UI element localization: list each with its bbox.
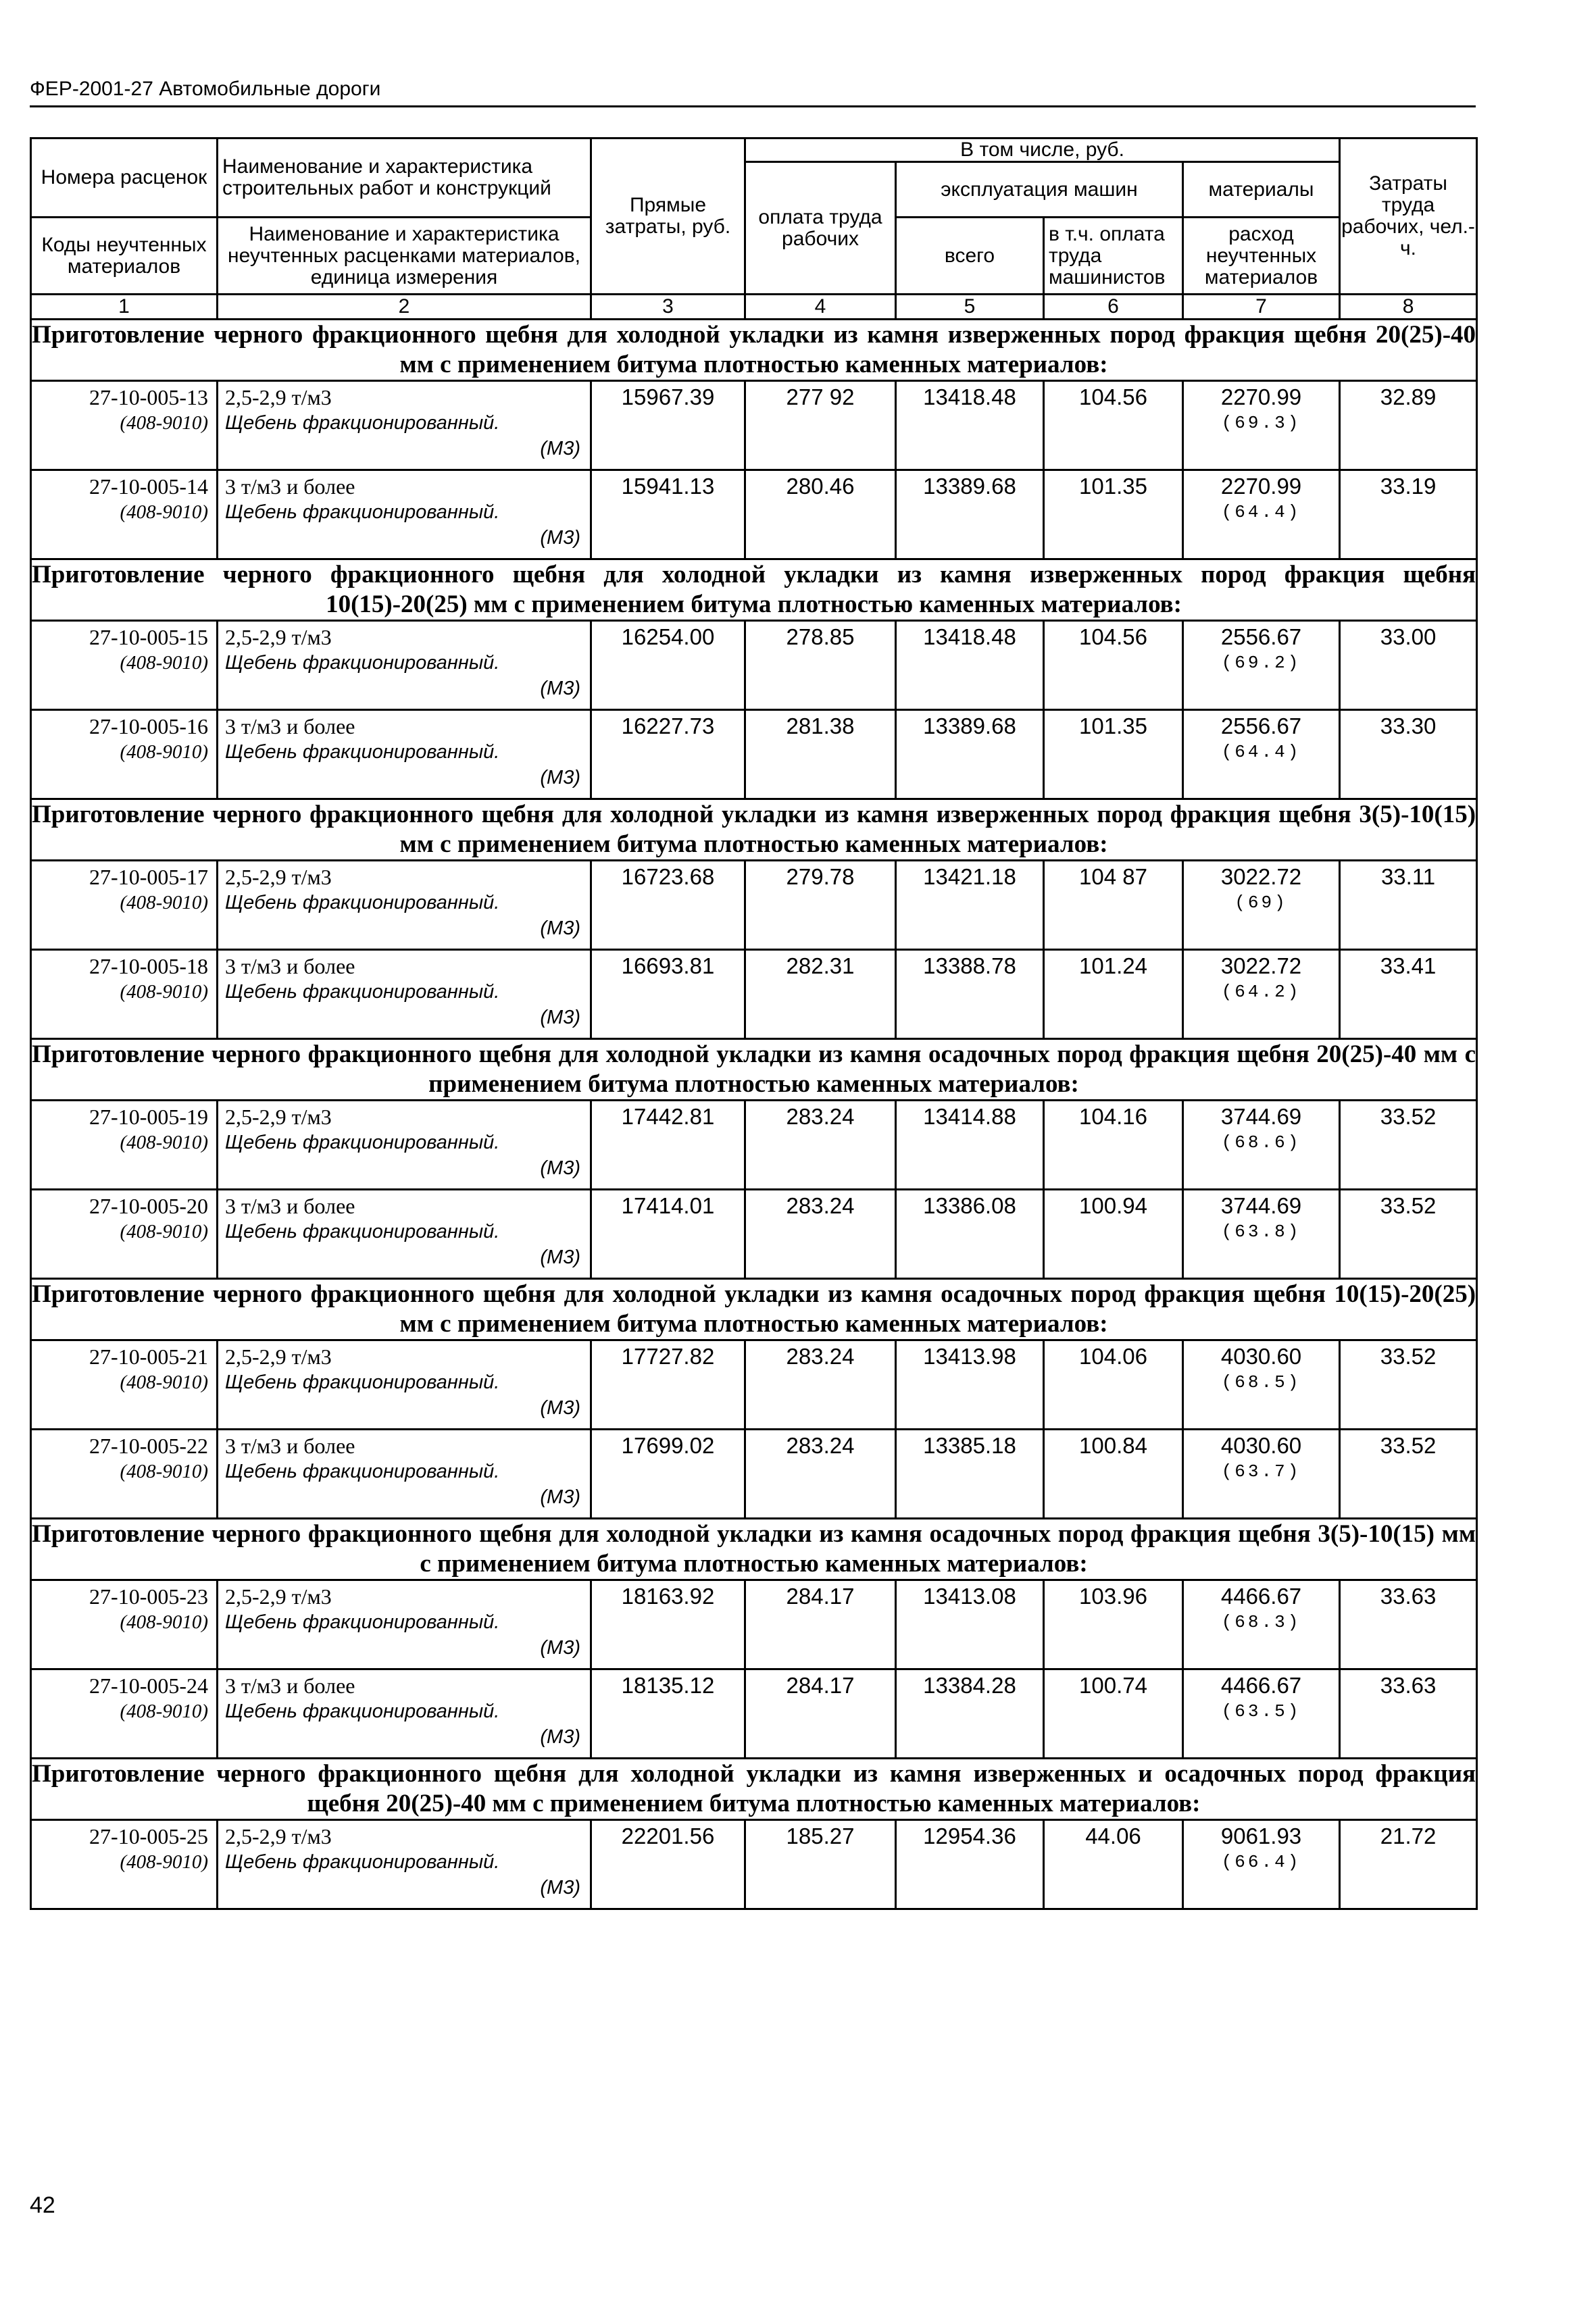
- materials-cell: [1183, 1190, 1340, 1279]
- labor-hours: 33.41: [1340, 950, 1477, 1039]
- header-including: В том числе, руб.: [745, 139, 1340, 162]
- rate-code-cell: [31, 470, 218, 559]
- labor-hours: 33.52: [1340, 1190, 1477, 1279]
- direct-costs: 16693.81: [591, 950, 745, 1039]
- machines-total: 13413.08: [896, 1580, 1044, 1669]
- materials-cost: 3022.72: [1220, 864, 1302, 889]
- rate-code: 27-10-005-14: [89, 474, 208, 499]
- material-quantity: (64.2): [1221, 982, 1301, 1002]
- table-row: [31, 861, 1477, 950]
- labor-hours: 33.00: [1340, 621, 1477, 710]
- direct-costs: 17727.82: [591, 1340, 745, 1430]
- work-name-cell: [218, 621, 591, 710]
- operators-pay: 104.56: [1044, 621, 1183, 710]
- section-title: [31, 1279, 1477, 1340]
- page-number: 42: [30, 2192, 55, 2218]
- header-machines-total: всего: [896, 218, 1044, 295]
- material-name: Щебень фракционированный.: [225, 1461, 500, 1482]
- direct-costs: 17414.01: [591, 1190, 745, 1279]
- materials-cost: 4466.67: [1220, 1584, 1302, 1609]
- section-title-text: Приготовление черного фракционного щебня для холодной укладки из камня изверженных пород фракция щебня 10(15)-20(25) мм с применением битума плотностью каменных материалов:: [32, 561, 1476, 618]
- section-title: [31, 1519, 1477, 1580]
- work-name: 3 т/м3 и более: [225, 1674, 355, 1698]
- work-name: 3 т/м3 и более: [225, 714, 355, 738]
- section-title-text: Приготовление черного фракционного щебня для холодной укладки из камня осадочных пород фракция щебня 20(25)-40 мм с применением битума плотностью каменных материалов:: [32, 1040, 1476, 1098]
- page-header: ФЕР-2001-27 Автомобильные дороги: [30, 73, 1476, 107]
- rate-code: 27-10-005-18: [89, 954, 208, 978]
- work-name: 2,5-2,9 т/м3: [225, 1105, 332, 1129]
- rate-code-cell: [31, 1820, 218, 1909]
- rate-code: 27-10-005-22: [89, 1434, 208, 1458]
- direct-costs: 15967.39: [591, 381, 745, 470]
- work-name: 2,5-2,9 т/м3: [225, 1824, 332, 1848]
- header-work-name: Наименование и характеристика строительных работ и конструкций: [218, 139, 591, 218]
- materials-cost: 2556.67: [1220, 624, 1302, 649]
- section-header-row: [31, 1519, 1477, 1580]
- section-header-row: [31, 1279, 1477, 1340]
- operators-pay: 100.94: [1044, 1190, 1183, 1279]
- material-quantity: (68.5): [1221, 1372, 1301, 1392]
- column-number: 2: [218, 295, 591, 320]
- work-name: 3 т/м3 и более: [225, 474, 355, 499]
- header-labor-pay: оплата труда рабочих: [745, 162, 896, 295]
- column-number: 3: [591, 295, 745, 320]
- operators-pay: 104.56: [1044, 381, 1183, 470]
- machines-total: 13414.88: [896, 1101, 1044, 1190]
- labor-hours: 33.52: [1340, 1340, 1477, 1430]
- table-body: [31, 320, 1477, 1909]
- direct-costs: 22201.56: [591, 1820, 745, 1909]
- section-title-text: Приготовление черного фракционного щебня для холодной укладки из камня изверженных пород фракция щебня 3(5)-10(15) мм с применением битума плотностью каменных материалов:: [32, 801, 1476, 858]
- labor-pay: 283.24: [745, 1340, 896, 1430]
- rate-code: 27-10-005-13: [89, 385, 208, 409]
- material-unit: (М3): [540, 678, 580, 699]
- labor-pay: 281.38: [745, 710, 896, 799]
- work-name-cell: [218, 1101, 591, 1190]
- labor-pay: 279.78: [745, 861, 896, 950]
- material-code: (408-9010): [120, 1701, 208, 1722]
- machines-total: 13388.78: [896, 950, 1044, 1039]
- work-name-cell: [218, 1820, 591, 1909]
- labor-hours: 33.19: [1340, 470, 1477, 559]
- labor-hours: 32.89: [1340, 381, 1477, 470]
- materials-cell: [1183, 1430, 1340, 1519]
- material-unit: (М3): [540, 1486, 580, 1508]
- operators-pay: 44.06: [1044, 1820, 1183, 1909]
- material-quantity: (63.7): [1221, 1461, 1301, 1482]
- material-quantity: (66.4): [1221, 1852, 1301, 1872]
- machines-total: 13385.18: [896, 1430, 1044, 1519]
- column-number: 1: [31, 295, 218, 320]
- material-name: Щебень фракционированный.: [225, 1701, 500, 1722]
- material-code: (408-9010): [120, 1461, 208, 1482]
- materials-cost: 4030.60: [1220, 1344, 1302, 1369]
- machines-total: 13386.08: [896, 1190, 1044, 1279]
- material-code: (408-9010): [120, 741, 208, 763]
- material-unit: (М3): [540, 767, 580, 788]
- work-name: 3 т/м3 и более: [225, 954, 355, 978]
- table-row: [31, 1190, 1477, 1279]
- material-unit: (М3): [540, 917, 580, 939]
- rate-code: 27-10-005-23: [89, 1584, 208, 1609]
- materials-cell: [1183, 861, 1340, 950]
- materials-cost: 9061.93: [1220, 1823, 1302, 1848]
- materials-cell: [1183, 621, 1340, 710]
- labor-hours: 33.63: [1340, 1580, 1477, 1669]
- rate-code: 27-10-005-24: [89, 1674, 208, 1698]
- materials-cost: 4466.67: [1220, 1673, 1302, 1698]
- material-name: Щебень фракционированный.: [225, 1221, 500, 1242]
- rate-code: 27-10-005-15: [89, 625, 208, 649]
- header-labor-hours: Затраты труда рабочих, чел.-ч.: [1340, 139, 1477, 295]
- section-header-row: [31, 1039, 1477, 1101]
- column-number: 7: [1183, 295, 1340, 320]
- rates-table: [30, 137, 1478, 1910]
- material-code: (408-9010): [120, 981, 208, 1003]
- operators-pay: 104.16: [1044, 1101, 1183, 1190]
- materials-cost: 2270.99: [1220, 384, 1302, 409]
- rate-code-cell: [31, 861, 218, 950]
- rate-code-cell: [31, 381, 218, 470]
- column-number: 8: [1340, 295, 1477, 320]
- operators-pay: 100.84: [1044, 1430, 1183, 1519]
- material-unit: (М3): [540, 1157, 580, 1179]
- labor-pay: 284.17: [745, 1669, 896, 1759]
- section-title: [31, 1039, 1477, 1101]
- material-code: (408-9010): [120, 652, 208, 674]
- materials-cell: [1183, 1101, 1340, 1190]
- direct-costs: 16723.68: [591, 861, 745, 950]
- materials-cell: [1183, 1340, 1340, 1430]
- rate-code-cell: [31, 950, 218, 1039]
- material-name: Щебень фракционированный.: [225, 1851, 500, 1873]
- table-header: [31, 139, 1477, 320]
- section-header-row: [31, 320, 1477, 381]
- material-unit: (М3): [540, 1726, 580, 1748]
- materials-cell: [1183, 710, 1340, 799]
- labor-pay: 278.85: [745, 621, 896, 710]
- materials-cost: 2556.67: [1220, 713, 1302, 738]
- section-title: [31, 799, 1477, 861]
- work-name: 2,5-2,9 т/м3: [225, 865, 332, 889]
- work-name: 3 т/м3 и более: [225, 1194, 355, 1218]
- work-name-cell: [218, 1340, 591, 1430]
- material-quantity: (64.4): [1221, 502, 1301, 522]
- table-row: [31, 950, 1477, 1039]
- header-rate-numbers: Номера расценок: [31, 139, 218, 218]
- table-row: [31, 1669, 1477, 1759]
- labor-hours: 33.63: [1340, 1669, 1477, 1759]
- material-unit: (М3): [540, 1397, 580, 1419]
- header-material-name: Наименование и характеристика неучтенных расценками материалов, единица измерения: [218, 218, 591, 295]
- rate-code-cell: [31, 1340, 218, 1430]
- section-title: [31, 559, 1477, 621]
- material-quantity: (63.8): [1221, 1222, 1301, 1242]
- section-title-text: Приготовление черного фракционного щебня для холодной укладки из камня осадочных пород фракция щебня 3(5)-10(15) мм с применением битума плотностью каменных материалов:: [32, 1520, 1476, 1578]
- material-code: (408-9010): [120, 501, 208, 523]
- section-header-row: [31, 1759, 1477, 1820]
- work-name: 3 т/м3 и более: [225, 1434, 355, 1458]
- operators-pay: 100.74: [1044, 1669, 1183, 1759]
- direct-costs: 16227.73: [591, 710, 745, 799]
- machines-total: 13413.98: [896, 1340, 1044, 1430]
- header-operators-pay: в т.ч. оплата труда машинистов: [1044, 218, 1183, 295]
- labor-pay: 284.17: [745, 1580, 896, 1669]
- header-direct-costs: Прямые затраты, руб.: [591, 139, 745, 295]
- material-quantity: (69.2): [1221, 653, 1301, 673]
- material-code: (408-9010): [120, 892, 208, 913]
- rate-code: 27-10-005-21: [89, 1344, 208, 1369]
- work-name: 2,5-2,9 т/м3: [225, 1584, 332, 1609]
- machines-total: 13418.48: [896, 621, 1044, 710]
- table-row: [31, 1101, 1477, 1190]
- material-code: (408-9010): [120, 1611, 208, 1633]
- rate-code: 27-10-005-17: [89, 865, 208, 889]
- material-name: Щебень фракционированный.: [225, 1132, 500, 1153]
- rate-code-cell: [31, 1580, 218, 1669]
- material-name: Щебень фракционированный.: [225, 501, 500, 523]
- work-name: 2,5-2,9 т/м3: [225, 1344, 332, 1369]
- material-quantity: (64.4): [1221, 742, 1301, 762]
- table-row: [31, 381, 1477, 470]
- work-name-cell: [218, 1190, 591, 1279]
- work-name-cell: [218, 710, 591, 799]
- material-code: (408-9010): [120, 1221, 208, 1242]
- header-materials: материалы: [1183, 162, 1340, 218]
- direct-costs: 18135.12: [591, 1669, 745, 1759]
- labor-hours: 33.11: [1340, 861, 1477, 950]
- material-unit: (М3): [540, 1247, 580, 1268]
- material-quantity: (69): [1235, 892, 1288, 913]
- labor-pay: 283.24: [745, 1430, 896, 1519]
- material-name: Щебень фракционированный.: [225, 981, 500, 1003]
- work-name: 2,5-2,9 т/м3: [225, 385, 332, 409]
- machines-total: 13421.18: [896, 861, 1044, 950]
- section-title: [31, 1759, 1477, 1820]
- work-name-cell: [218, 1430, 591, 1519]
- labor-pay: 277 92: [745, 381, 896, 470]
- column-number: 5: [896, 295, 1044, 320]
- material-unit: (М3): [540, 1877, 580, 1898]
- machines-total: 13389.68: [896, 710, 1044, 799]
- labor-pay: 282.31: [745, 950, 896, 1039]
- operators-pay: 101.35: [1044, 470, 1183, 559]
- section-header-row: [31, 559, 1477, 621]
- machines-total: 13418.48: [896, 381, 1044, 470]
- column-number: 6: [1044, 295, 1183, 320]
- work-name-cell: [218, 950, 591, 1039]
- operators-pay: 104.06: [1044, 1340, 1183, 1430]
- direct-costs: 15941.13: [591, 470, 745, 559]
- machines-total: 12954.36: [896, 1820, 1044, 1909]
- material-quantity: (68.3): [1221, 1612, 1301, 1632]
- operators-pay: 103.96: [1044, 1580, 1183, 1669]
- labor-pay: 283.24: [745, 1190, 896, 1279]
- material-name: Щебень фракционированный.: [225, 892, 500, 913]
- table-row: [31, 1430, 1477, 1519]
- rate-code: 27-10-005-19: [89, 1105, 208, 1129]
- machines-total: 13384.28: [896, 1669, 1044, 1759]
- materials-cost: 2270.99: [1220, 474, 1302, 499]
- rate-code-cell: [31, 1669, 218, 1759]
- direct-costs: 17442.81: [591, 1101, 745, 1190]
- rate-code-cell: [31, 710, 218, 799]
- material-unit: (М3): [540, 527, 580, 549]
- material-code: (408-9010): [120, 1132, 208, 1153]
- table-row: [31, 710, 1477, 799]
- materials-cost: 3022.72: [1220, 953, 1302, 978]
- material-quantity: (68.6): [1221, 1132, 1301, 1153]
- header-material-codes: Коды неучтенных материалов: [31, 218, 218, 295]
- labor-hours: 33.30: [1340, 710, 1477, 799]
- materials-cost: 3744.69: [1220, 1193, 1302, 1218]
- table-row: [31, 621, 1477, 710]
- table-row: [31, 1580, 1477, 1669]
- section-title: [31, 320, 1477, 381]
- materials-cell: [1183, 950, 1340, 1039]
- labor-pay: 280.46: [745, 470, 896, 559]
- material-name: Щебень фракционированный.: [225, 741, 500, 763]
- column-numbers-row: [31, 295, 1477, 320]
- table-row: [31, 1340, 1477, 1430]
- material-code: (408-9010): [120, 1372, 208, 1393]
- machines-total: 13389.68: [896, 470, 1044, 559]
- direct-costs: 16254.00: [591, 621, 745, 710]
- materials-cell: [1183, 1820, 1340, 1909]
- rate-code-cell: [31, 621, 218, 710]
- materials-cost: 4030.60: [1220, 1433, 1302, 1458]
- work-name-cell: [218, 861, 591, 950]
- material-unit: (М3): [540, 1637, 580, 1659]
- work-name-cell: [218, 1580, 591, 1669]
- section-title-text: Приготовление черного фракционного щебня для холодной укладки из камня изверженных и осадочных пород фракция щебня 20(25)-40 мм с применением битума плотностью каменных материалов:: [32, 1760, 1476, 1817]
- material-unit: (М3): [540, 1007, 580, 1028]
- rate-code: 27-10-005-16: [89, 714, 208, 738]
- material-name: Щебень фракционированный.: [225, 412, 500, 434]
- material-code: (408-9010): [120, 1851, 208, 1873]
- labor-pay: 185.27: [745, 1820, 896, 1909]
- material-quantity: (63.5): [1221, 1701, 1301, 1721]
- rate-code: 27-10-005-25: [89, 1824, 208, 1848]
- labor-hours: 21.72: [1340, 1820, 1477, 1909]
- materials-cell: [1183, 470, 1340, 559]
- labor-hours: 33.52: [1340, 1430, 1477, 1519]
- work-name-cell: [218, 381, 591, 470]
- rate-code: 27-10-005-20: [89, 1194, 208, 1218]
- material-name: Щебень фракционированный.: [225, 652, 500, 674]
- labor-hours: 33.52: [1340, 1101, 1477, 1190]
- rate-code-cell: [31, 1430, 218, 1519]
- table-row: [31, 470, 1477, 559]
- material-name: Щебень фракционированный.: [225, 1372, 500, 1393]
- rate-code-cell: [31, 1190, 218, 1279]
- materials-cell: [1183, 1580, 1340, 1669]
- section-title-text: Приготовление черного фракционного щебня для холодной укладки из камня изверженных пород фракция щебня 20(25)-40 мм с применением битума плотностью каменных материалов:: [32, 321, 1476, 378]
- rate-code-cell: [31, 1101, 218, 1190]
- work-name-cell: [218, 1669, 591, 1759]
- table-row: [31, 1820, 1477, 1909]
- materials-cell: [1183, 381, 1340, 470]
- direct-costs: 18163.92: [591, 1580, 745, 1669]
- operators-pay: 101.35: [1044, 710, 1183, 799]
- operators-pay: 101.24: [1044, 950, 1183, 1039]
- section-header-row: [31, 799, 1477, 861]
- material-code: (408-9010): [120, 412, 208, 434]
- material-name: Щебень фракционированный.: [225, 1611, 500, 1633]
- column-number: 4: [745, 295, 896, 320]
- materials-cost: 3744.69: [1220, 1104, 1302, 1129]
- header-machines: эксплуатация машин: [896, 162, 1183, 218]
- header-material-consumption: расход неучтенных материалов: [1183, 218, 1340, 295]
- material-quantity: (69.3): [1221, 413, 1301, 433]
- labor-pay: 283.24: [745, 1101, 896, 1190]
- material-unit: (М3): [540, 438, 580, 459]
- section-title-text: Приготовление черного фракционного щебня для холодной укладки из камня осадочных пород фракция щебня 10(15)-20(25) мм с применением битума плотностью каменных материалов:: [32, 1280, 1476, 1338]
- direct-costs: 17699.02: [591, 1430, 745, 1519]
- operators-pay: 104 87: [1044, 861, 1183, 950]
- work-name-cell: [218, 470, 591, 559]
- materials-cell: [1183, 1669, 1340, 1759]
- work-name: 2,5-2,9 т/м3: [225, 625, 332, 649]
